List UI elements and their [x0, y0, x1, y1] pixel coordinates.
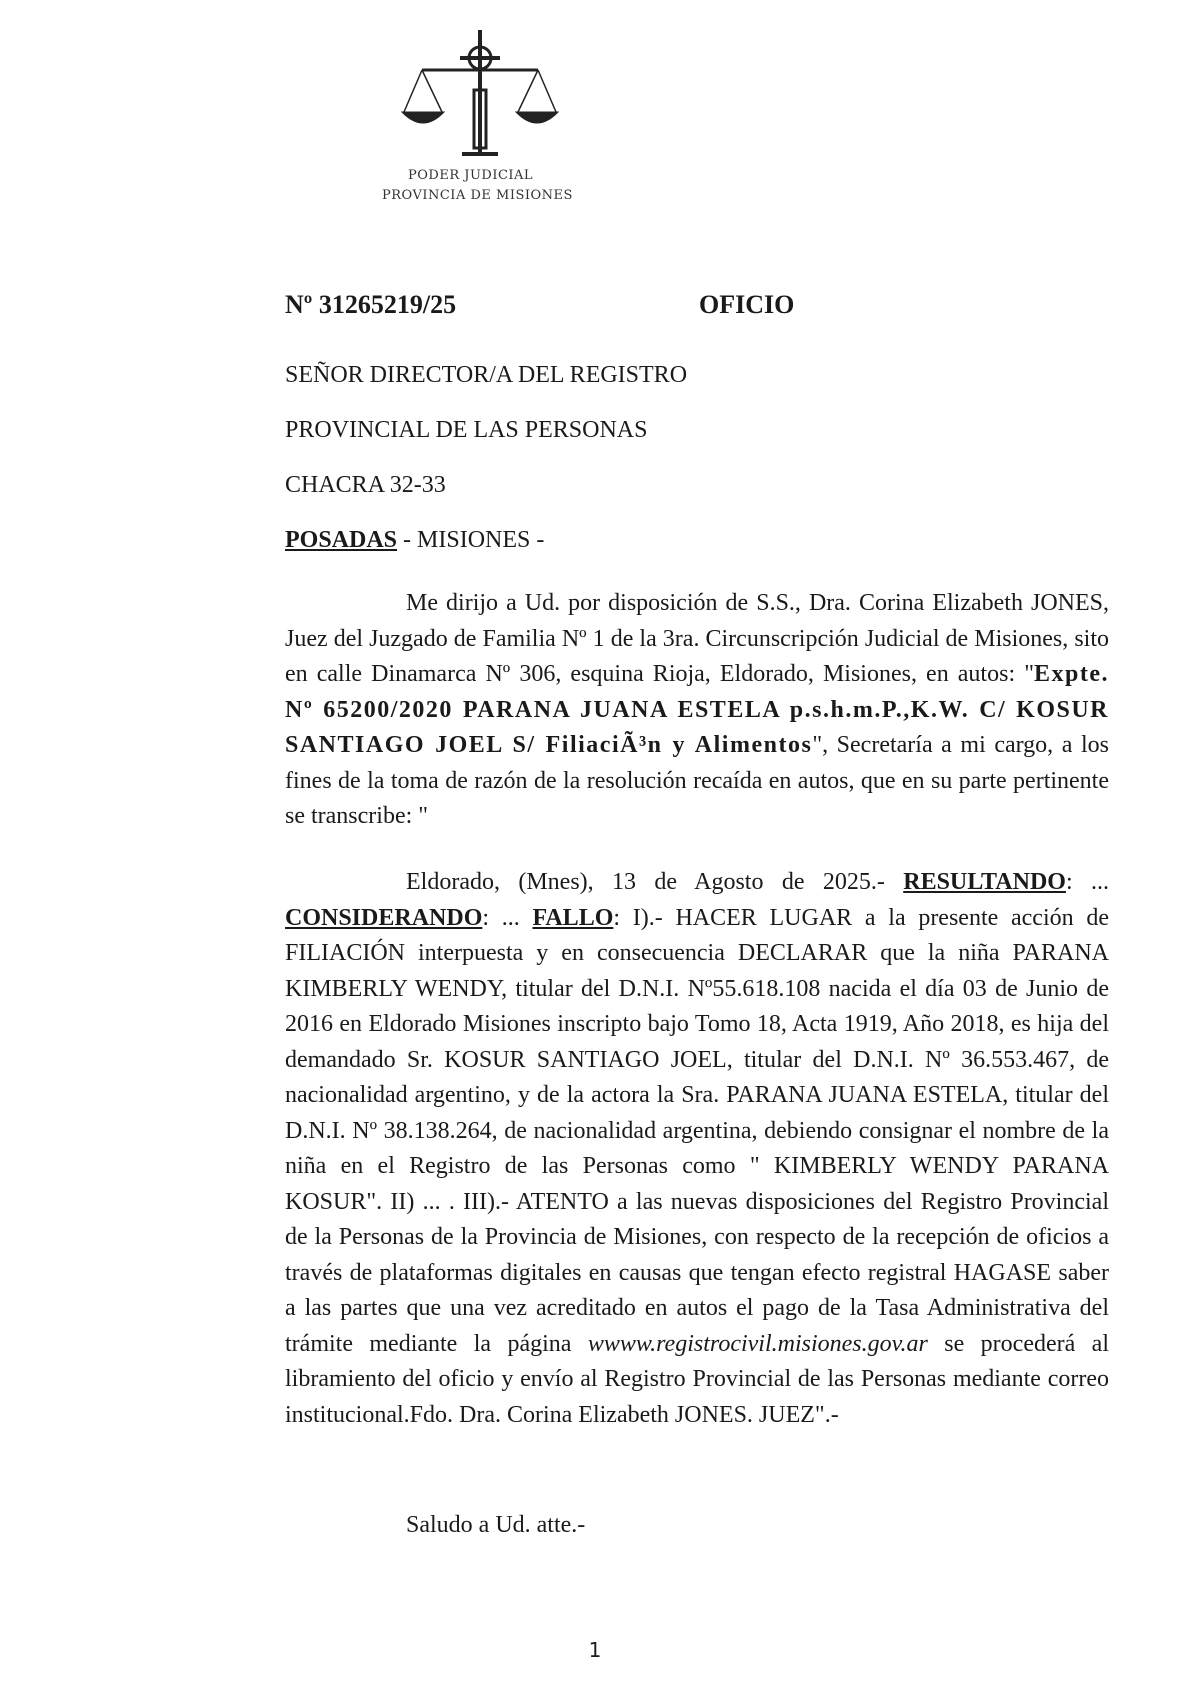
- registry-url: wwww.registrocivil.misiones.gov.ar: [587, 1330, 928, 1357]
- body1-text-2: ", Secretaría a mi cargo, a los fines de la toma de razón de la resolución recaída en autos, que en su parte pertinente se transcribe: ": [285, 732, 1109, 829]
- closing-salutation: Saludo a Ud. atte.-: [406, 1512, 586, 1538]
- seal-text-line-1: PODER JUDICIAL: [408, 168, 534, 183]
- body2-text-2: : ...: [1065, 869, 1109, 895]
- address-line-1: SEÑOR DIRECTOR/A DEL REGISTRO: [285, 362, 688, 388]
- considerando-heading: CONSIDERANDO: [285, 904, 483, 931]
- address-city-line: [285, 527, 544, 554]
- address-city: POSADAS: [285, 527, 398, 553]
- body1-text-1: Me dirijo a Ud. por disposición de S.S., Dra. Corina Elizabeth JONES, Juez del Juzgado de Familia Nº 1 de la 3ra. Circunscripción Judicial de Misiones, sito en calle Dinamarca Nº 306, esquina Rioja, Eldorado, Misiones, en autos: ": [285, 590, 1109, 687]
- page-number: 1: [588, 1638, 602, 1662]
- resultando-heading: RESULTANDO: [903, 869, 1066, 895]
- seal-text-line-2: PROVINCIA DE MISIONES: [382, 188, 573, 203]
- address-province: - MISIONES -: [397, 527, 545, 553]
- body2-text-4: : I).- HACER LUGAR a la presente acción de FILIACIÓN interpuesta y en consecuencia DECLARAR que la niña PARANA KIMBERLY WENDY, titular del D.N.I. Nº55.618.108 nacida el día 03 de Junio de 2016 en Eldorado Misiones inscripto bajo Tomo 18, Acta 1919, Año 2018, es hija del demandado Sr. KOSUR SANTIAGO JOEL, titular del D.N.I. Nº 36.553.467, de nacionalidad argentino, y de la actora la Sra. PARANA JUANA ESTELA, titular del D.N.I. Nº 38.138.264, de nacionalidad argentina, debiendo consignar el nombre de la niña en el Registro de las Personas como " KIMBERLY WENDY PARANA KOSUR". II) ... . III).- ATENTO a las nuevas disposiciones del Registro Provincial de la Personas de la Provincia de Misiones, con respecto de la recepción de oficios a través de plataformas digitales en causas que tengan efecto registral HAGASE saber a las partes que una vez acreditado en autos el pago de la Tasa Administrativa del trámite mediante la página: [285, 904, 1109, 1357]
- body2-text-5: se procederá al libramiento del oficio y envío al Registro Provincial de las Personas mediante correo institucional.Fdo. Dra. Corina Elizabeth JONES. JUEZ".-: [285, 1330, 1109, 1428]
- body2-text-3: : ...: [482, 904, 533, 931]
- body-paragraph-1: [285, 586, 1109, 835]
- address-line-3: CHACRA 32-33: [285, 472, 446, 498]
- body-paragraph-2: [285, 865, 1109, 1433]
- document-number: Nº 31265219/25: [285, 290, 457, 319]
- fallo-heading: FALLO: [532, 904, 614, 931]
- case-reference: Expte. Nº 65200/2020 PARANA JUANA ESTELA p.s.h.m.P.,K.W. C/ KOSUR SANTIAGO JOEL S/ FiliaciÃ³n y Alimentos: [285, 661, 1109, 758]
- document-title: OFICIO: [699, 290, 795, 319]
- body2-text-1: Eldorado, (Mnes), 13 de Agosto de 2025.-: [406, 869, 904, 895]
- scales-of-justice-icon: [400, 30, 560, 165]
- address-line-2: PROVINCIAL DE LAS PERSONAS: [285, 417, 648, 443]
- judicial-seal: [370, 30, 590, 210]
